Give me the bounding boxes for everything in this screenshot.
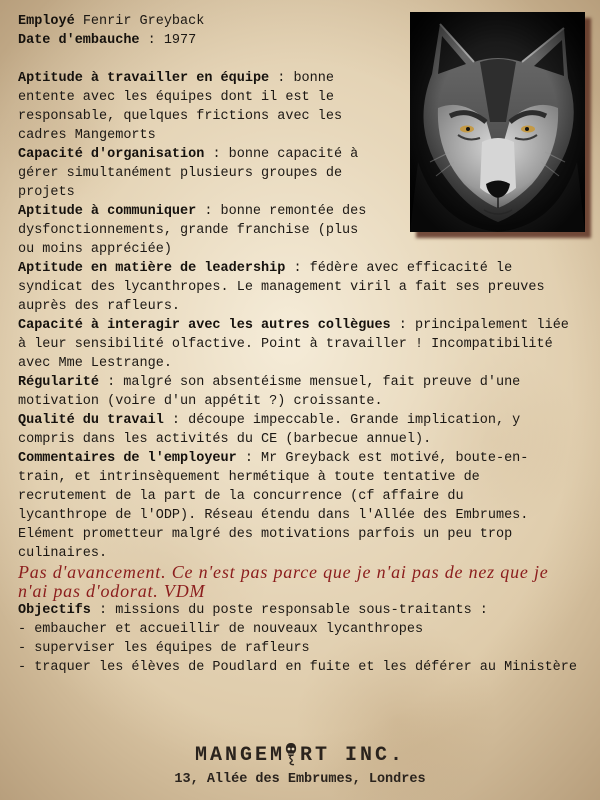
section-text: : malgré son absentéisme mensuel, fait preuve d'une — [107, 375, 521, 390]
section-text: Elément prometteur malgré des motivations parfois un peu trop — [18, 527, 513, 542]
section-text: gérer simultanément plusieurs groupes de — [18, 166, 343, 181]
section-label: Qualité du travail — [18, 413, 164, 428]
wolf-photo — [410, 12, 585, 232]
section-text: : bonne remontée des — [204, 204, 367, 219]
section-line — [18, 259, 577, 278]
section-label: Aptitude à travailler en équipe — [18, 71, 270, 86]
section-text: dysfonctionnements, grande franchise (plus — [18, 223, 359, 238]
company-name-start: MANGEM — [194, 744, 285, 767]
section-text: lycanthrope de l'ODP). Réseau étendu dans l'Allée des Embrumes. — [18, 508, 529, 523]
section-line — [18, 316, 577, 335]
section-label: Capacité à interagir avec les autres collègues — [18, 318, 391, 333]
section-label: Aptitude en matière de leadership — [18, 261, 286, 276]
handwritten-note — [18, 563, 577, 601]
section-work-quality — [18, 411, 577, 449]
section-text: compris dans les activités du CE (barbecue annuel). — [18, 432, 432, 447]
footer — [0, 742, 600, 790]
company-name — [0, 742, 600, 770]
section-text: : bonne capacité à — [212, 147, 359, 162]
section-leadership — [18, 259, 577, 316]
section-label: Aptitude à communiquer — [18, 204, 197, 219]
section-line — [18, 373, 577, 392]
section-text: culinaires. — [18, 546, 108, 561]
section-text: : Mr Greyback est motivé, boute-en- — [244, 451, 529, 466]
section-text: : fédère avec efficacité le — [293, 261, 513, 276]
section-line — [18, 449, 577, 468]
note-text: n'ai pas d'odorat. VDM — [18, 581, 206, 601]
section-text: train, et intrinsèquement hermétique à toute tentative de — [18, 470, 480, 485]
section-regularity — [18, 373, 577, 411]
section-text: syndicat des lycanthropes. Le management viril a fait ses preuves — [18, 280, 545, 295]
section-text: : bonne — [277, 71, 334, 86]
section-text: : principalement liée — [398, 318, 569, 333]
section-text: projets — [18, 185, 75, 200]
section-label: Capacité d'organisation — [18, 147, 205, 162]
company-address: 13, Allée des Embrumes, Londres — [174, 772, 426, 787]
section-text: à leur sensibilité olfactive. Point à travailler ! Incompatibilité — [18, 337, 553, 352]
section-label: Régularité — [18, 375, 100, 390]
section-line — [18, 411, 577, 430]
note-text: Pas d'avancement. Ce n'est pas parce que je n'ai pas de nez que je — [18, 562, 549, 582]
objective-item: - superviser les équipes de rafleurs — [18, 641, 310, 656]
objective-item: - traquer les élèves de Poudlard en fuite et les déférer au Ministère — [18, 660, 577, 675]
section-text: ou moins appréciée) — [18, 242, 172, 257]
hire-date-value: : 1977 — [147, 33, 197, 48]
hire-date-label: Date d'embauche — [18, 33, 140, 48]
section-text: entente avec les équipes dont il est le — [18, 90, 334, 105]
skull-snake-icon — [285, 742, 297, 766]
section-label: Commentaires de l'employeur — [18, 451, 237, 466]
objectives-label: Objectifs — [18, 603, 91, 618]
section-text: auprès des rafleurs. — [18, 299, 181, 314]
section-text: avec Mme Lestrange. — [18, 356, 172, 371]
objective-item: - embaucher et accueillir de nouveaux lycanthropes — [18, 622, 424, 637]
section-text: recrutement de la part de la concurrence (cf affaire du — [18, 489, 464, 504]
section-text: cadres Mangemorts — [18, 128, 156, 143]
section-text: : découpe impeccable. Grande implication, y — [171, 413, 521, 428]
objectives-line — [18, 601, 577, 620]
company-name-end: RT INC. — [300, 744, 406, 767]
section-colleague-interaction — [18, 316, 577, 373]
section-employer-comments — [18, 449, 577, 563]
section-text: motivation (voire d'un appétit ?) croissante. — [18, 394, 383, 409]
objectives-section — [18, 601, 577, 677]
objectives-text: : missions du poste responsable sous-traitants : — [99, 603, 488, 618]
employee-name: Fenrir Greyback — [82, 14, 205, 29]
employee-label: Employé — [18, 14, 75, 29]
section-text: responsable, quelques frictions avec les — [18, 109, 343, 124]
